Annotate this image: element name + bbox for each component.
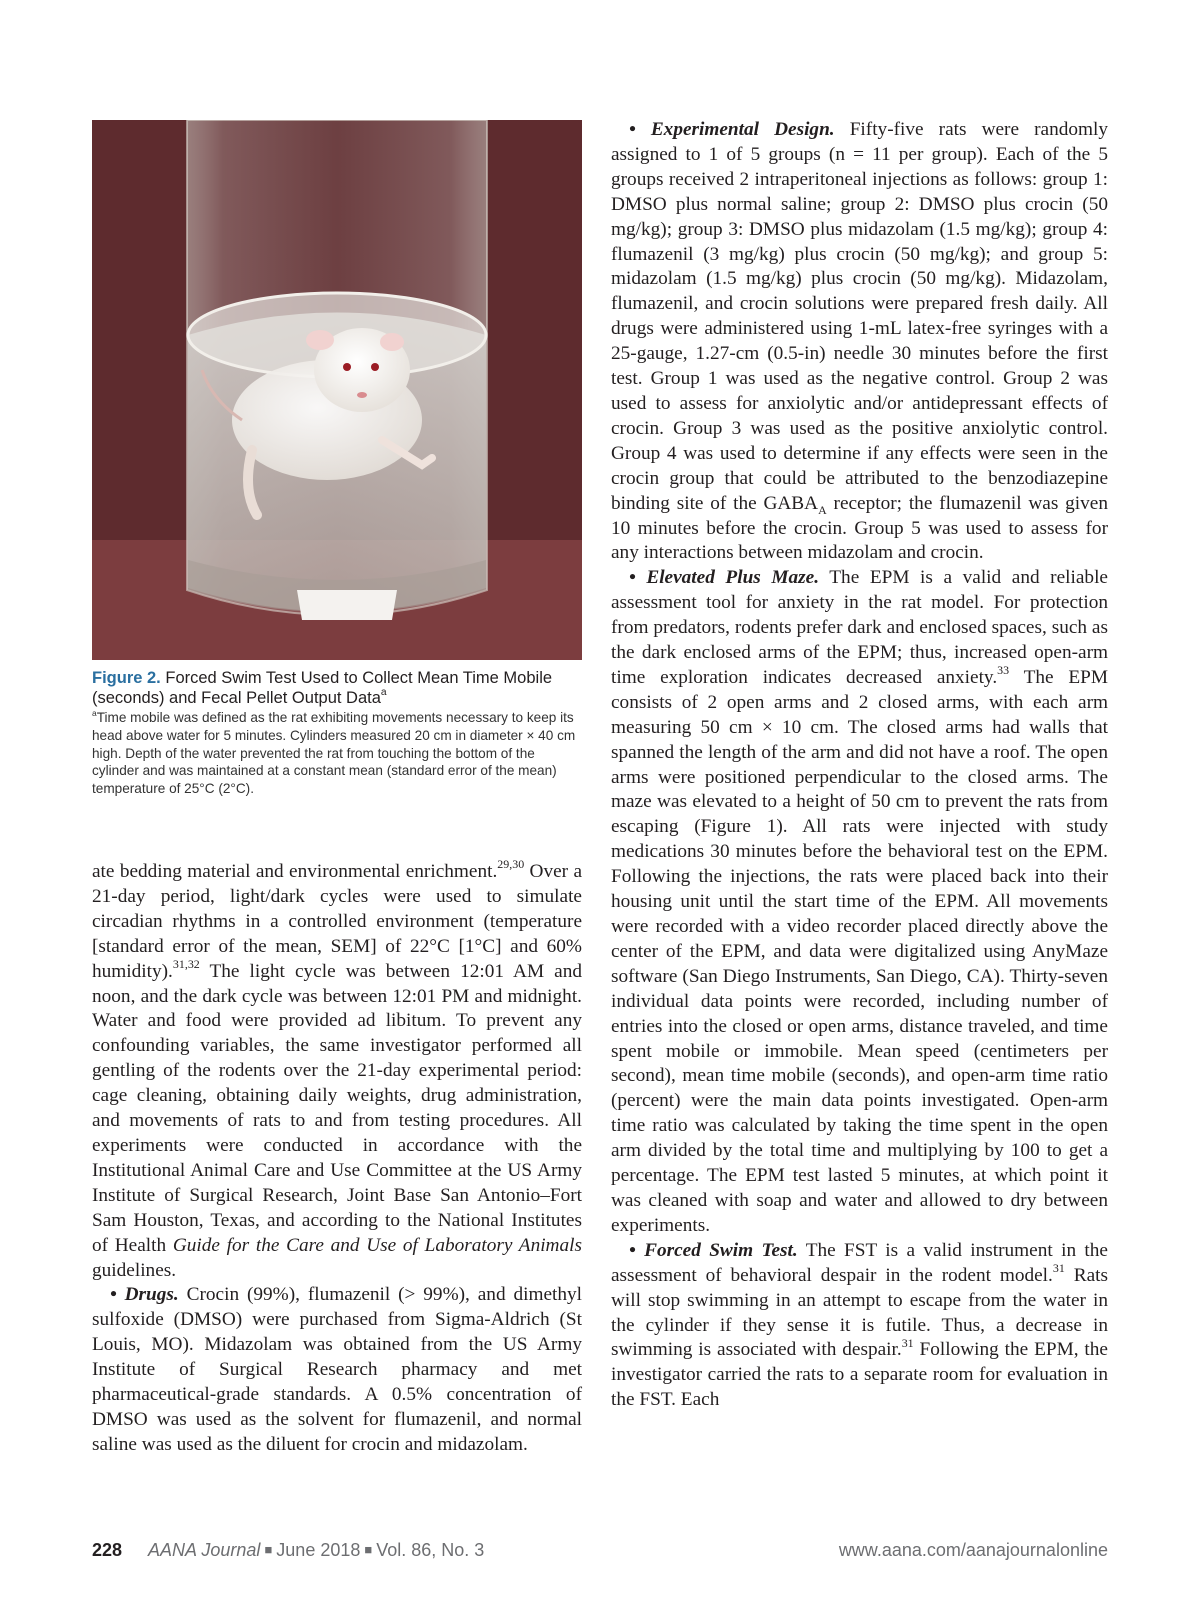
- right-column-text: [611, 118, 1108, 1413]
- volume-info: Vol. 86, No. 3: [376, 1540, 485, 1560]
- section-heading: • Experimental Design.: [629, 119, 835, 140]
- forced-swim-test-paragraph: • Forced Swim Test. The FST is a valid instrument in the assessment of behavioral despair in the rodent model.$^{31}$ Rats will stop swimming in an attempt to escape from the water in the cylinder if they sense it is futile. Thus, a decrease in swimming is associated with despair.$^{31}$ Following the EPM, the investigator carried the rats to a separate room for evaluation in the FST. Each: [611, 1239, 1108, 1411]
- issue-date: June 2018: [276, 1540, 361, 1560]
- figure-footnote: $^a$Time mobile was defined as the rat exhibiting movements necessary to keep its head above water for 5 minutes. Cylinders measured 20 cm in diameter × 40 cm high. Depth of the water prevented the rat from touching the bottom of the cylinder and was maintained at a constant mean (standard error of the mean) temperature of 25°C (2°C).: [92, 707, 576, 797]
- page-footer: [92, 1540, 1108, 1564]
- section-heading: • Forced Swim Test.: [629, 1239, 798, 1261]
- journal-url[interactable]: www.aana.com/aanajournalonline: [838, 1540, 1108, 1560]
- paragraph: ate bedding material and environmental enrichment.$^{29,30}$ Over a 21-day period, light/dark cycles were used to simulate circadian rhythms in a controlled environment (temperature [standard error of the mean, SEM] of 22°C [1°C] and 60% humidity).$^{31,32}$ The light cycle was between 12:01 AM and noon, and the dark cycle was between 12:01 PM and midnight. Water and food were provided ad libitum. To prevent any confounding variables, the same investigator performed all gentling of the rodents over the 21-day experimental period: cage cleaning, obtaining daily weights, drug administration, and movements of rats to and from testing procedures. All experiments were conducted in accordance with the Institutional Animal Care and Use Committee at the US Army Institute of Surgical Research, Joint Base San Antonio–Fort Sam Houston, Texas, and according to the National Institutes of Health Guide for the Care and Use of Laboratory Animals guidelines.: [92, 857, 582, 1281]
- rat-in-cylinder-illustration: [92, 120, 582, 660]
- experimental-design-paragraph: • Experimental Design. Fifty-five rats were randomly assigned to 1 of 5 groups (n = 11 per group). Each of the 5 groups received 2 intraperitoneal injections as follows: group 1: DMSO plus normal saline; group 2: DMSO plus crocin (50 mg/kg); group 3: DMSO plus midazolam (1.5 mg/kg); group 4: flumazenil (3 mg/kg) plus crocin (50 mg/kg); and group 5: midazolam (1.5 mg/kg) plus crocin (50 mg/kg). Midazolam, flumazenil, and crocin solutions were prepared fresh daily. All drugs were administered using 1-mL latex-free syringes with a 25-gauge, 1.27-cm (0.5-in) needle 30 minutes before the first test. Group 1 was used as the negative control. Group 2 was used to assess for anxiolytic and/or antidepressant effects of crocin. Group 3 was used as the positive anxiolytic control. Group 4 was used to determine if any effects were seen in the crocin group that could be attributed to the benzodiazepine binding site of the $GABA_A$ receptor; the flumazenil was given 10 minutes before the crocin. Group 5 was used to assess for any interactions between midazolam and crocin.: [611, 119, 1108, 564]
- drugs-paragraph: • Drugs. Crocin (99%), flumazenil (> 99%), and dimethyl sulfoxide (DMSO) were purchased from Sigma-Aldrich (St Louis, MO). Midazolam was obtained from the US Army Institute of Surgical Research pharmacy and met pharmaceutical-grade standards. A 0.5% concentration of DMSO was used as the solvent for flumazenil, and normal saline was used as the diluent for crocin and midazolam.: [92, 1284, 582, 1455]
- separator: ■: [264, 1542, 273, 1557]
- figure-photo: [92, 120, 582, 660]
- left-column-text: [92, 857, 582, 1458]
- journal-name: AANA Journal: [148, 1540, 261, 1560]
- figure-caption: [92, 668, 582, 798]
- figure-title: Figure 2. Forced Swim Test Used to Collect Mean Time Mobile (seconds) and Fecal Pellet Output Data$^a$: [92, 669, 553, 707]
- section-heading: • Elevated Plus Maze.: [629, 567, 820, 589]
- section-heading: • Drugs.: [110, 1284, 179, 1306]
- elevated-plus-maze-paragraph: • Elevated Plus Maze. The EPM is a valid and reliable assessment tool for anxiety in the rat model. For protection from predators, rodents prefer dark and enclosed spaces, such as the dark enclosed arms of the EPM; thus, increased open-arm time exploration indicates decreased anxiety.$^{33}$ The EPM consists of 2 open arms and 2 closed arms, with each arm measuring 50 cm × 10 cm. The closed arms had walls that spanned the length of the arm and did not have a roof. The open arms were positioned perpendicular to the closed arms. The maze was elevated to a height of 50 cm to prevent the rats from escaping (Figure 1). All rats were injected with study medications 30 minutes before the behavioral test on the EPM. Following the injections, the rats were placed back into their housing unit until the start time of the EPM. All movements were recorded with a video recorder placed directly above the center of the EPM, and data were digitalized using AnyMaze software (San Diego Instruments, San Diego, CA). Thirty-seven individual data points were recorded, including number of entries into the closed or open arms, distance traveled, and time spent mobile or immobile. Mean speed (centimeters per second), mean time mobile (seconds), and open-arm time ratio (percent) were the main data points investigated. Open-arm time ratio was calculated by taking the time spent in the open arm divided by the total time and multiplying by 100 to get a percentage. The EPM test lasted 5 minutes, at which point it was cleaned with soap and water and allowed to dry between experiments.: [611, 567, 1108, 1236]
- page-number: 228: [92, 1540, 123, 1560]
- separator: ■: [364, 1542, 373, 1557]
- figure-label: Figure 2.: [92, 669, 161, 687]
